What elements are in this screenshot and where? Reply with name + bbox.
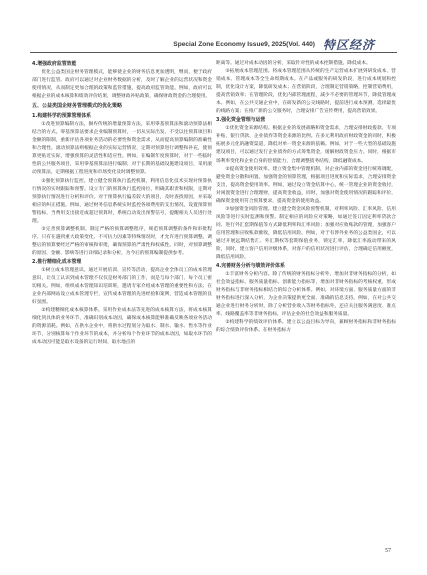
- header-divider: [30, 52, 397, 53]
- right-paragraph: ①丰富财务分析内容。除了传统的财务指标分析外，增加对非财务指标的分析，如社会效益指标、服务质量指标、创新能力指标等，增加对非财务指标的考核权重，形成财务指标与非财务指标相结合的综合分析体系。例如，对环境方面、服务质量方面的非财务指标进行深入分析，为企业决策提供更全面、准确的信息支持。例如，在对公共交通企业进行财务分析时，除了分析营业收入等财务指标外，还应关注服务满意度、准点率、线路覆盖率等非财务指标，评估企业的社会效益和服务质量。: [216, 272, 396, 318]
- right-text-column: [216, 60, 396, 336]
- left-subheading: 4.增强政府监管效能: [32, 61, 77, 67]
- page-header: [0, 0, 427, 52]
- right-paragraph: ①优化资金来源结构。根据企业的发展战略和资金需求，合理安排财政拨款、专项补贴、银行贷款、企业债券等资金来源的比例。在多元利用政府财政资金的同时，积极拓展多元化的融资渠道，降低对单一资金来源的依赖。例如，对于一些大型的基础设施建设项目，可以通过发行企业债券的方式筹集资金，缓解财政资金压力。同时，根据市场利率变化和企业自身的偿债能力，合理调整债务结构，降低融资成本。: [216, 126, 396, 164]
- left-paragraph: ③完善预算调整机制。制定严格的预算调整程序，规范预算调整的条件和审批程序。只有在遇到重大政策变化、不可抗力因素等特殊情况时，才允许进行预算调整。调整后的预算要经过严格的审核和审批，确保预算的严肃性和权威性。同时，对预算调整的原因、金额、影响等进行详细记录和分析，为今后的预算编制提供参考。: [32, 226, 212, 256]
- right-paragraph: 距离等。通过对成本动因的分析，采取针对性的成本控制措施，降低成本。: [216, 61, 371, 66]
- right-subheading: 4.完善财务分析与绩效评价体系: [216, 263, 285, 270]
- left-paragraph: 优化公益类国企财务管理模式，能够使企业的财务信息更加透明，继而，便于政府部门进行监管。政府可以通过对企业财务数据的分析，及时了解企业的运营状况和资金使用情况，从而制定更加合理的政策和监管措施，提高政府监管效能。例如，政府可以根据企业的成本核算和绩效评价结果，调整财政补贴政策，确保财政资金的合理使用。: [32, 70, 212, 100]
- left-section-heading: 五、公益类国企财务管理模式的优化策略: [32, 103, 123, 110]
- left-subheading: 2.推行精细化成本管理: [32, 258, 82, 265]
- journal-issue-label: Special Zone Economy Issue9, 2025(Vol. 440): [173, 41, 315, 48]
- right-paragraph: ②提高资金使用效率。建立资金集中管理机制，对企业内部的资金进行统筹调配，避免资金分散和闲置。加强资金的预算管理，根据项目进度和实际需求，合理安排资金支出，提高资金使用效率。例如，通过设立资金结算中心，统一管理企业的资金收付，对闲置资金进行合理理财，提高资金收益。同时，加强对资金使用情况的跟踪和评价，确保资金使用符合预算要求，提高资金的使用效益。: [216, 166, 396, 204]
- journal-logo: 特区经济: [323, 38, 376, 52]
- left-paragraph: ②强化预算执行监控。建立健全预算执行监控机制，利用信息化技术实现对预算执行情况的实时跟踪和预警。设立专门的预算执行监控岗位，明确其职责和权限，定期对预算执行情况进行分析和评价。对于预算执行偏差较大的项目，及时查找原因，并采取相应的纠正措施。例如，通过财务信息系统实时监控各项费用的支出情况，设置预算预警指标，当费用支出接近或超过预算时，系统自动发出预警信号，提醒相关人员进行处理。: [32, 178, 212, 224]
- right-subheading: 3.强化资金管理与运营: [216, 117, 266, 124]
- left-subheading: 1.构建科学的预算管理体系: [32, 113, 92, 120]
- right-paragraph: ③拓展成本管理范围。将成本管理范围从传统的生产运营成本扩展到研发成本、营销成本、管理成本等全生命周期成本。在产品或服务的研发阶段，进行成本规划和控制，优化设计方案，降低研发成本；在营销阶段，合理制定营销策略，控制营销费用，提高营销效率；在管理阶段，优化内部管理流程，减少不必要的管理环节，降低管理成本。例如，在公共交通企业中，在研发新的公交线路时，提前进行成本预测，选择最优的线路方案；在推广新的公交服务时，合理安排广告宣传费用，提高营销效果。: [216, 69, 396, 115]
- left-text-column: [32, 60, 212, 347]
- page-number: 57: [385, 548, 391, 554]
- left-paragraph: ①改进预算编制方法，摒弃传统的增量预算方法，采用零基预算法和滚动预算法相结合的方式。零基预算法要求企业编制预算时，一切从实际出发，不受以往预算项目和金额的限制，重新评估各项业务活动的必要性和资金需求，从而提高预算编制的准确性和合理性。滚动预算法则根据企业的实际运营情况，定期对预算进行调整和补充，使预算更贴近实际，增强预算的灵活性和适应性。例如，在编制年度预算时，对于一些临时性的公共服务项目，采用零基预算法进行编制；对于长期的基础设施建设项目，采用滚动预算法，定期根据工程进度和市场变化及时调整预算。: [32, 122, 212, 176]
- right-paragraph: ②构建科学的绩效评价体系。建立以公益目标为导向，兼顾财务指标和非财务指标的综合绩效评价体系。在财务指标方: [216, 320, 396, 334]
- right-paragraph: ③加强资金风险管理。建立健全资金风险预警机制，对利率风险、汇率风险、信用风险等进行实时监测和预警。制定相应的风险应对策略，如通过签订固定利率贷款合同、进行外汇套期保值等方式降低利率和汇率风险；加强对应收账款的管理，加强客户信用管理和应收账款催收，降低信用风险。例如，对于有涉外业务的公益类国企，可以通过开展远期结售汇、外汇期权等套期保值业务，锁定汇率，降低汇率波动带来的风险，同时，建立客户信用评级体系，对客户的信用状况进行评估，合理确定信用额度，降低信用风险。: [216, 206, 396, 261]
- left-paragraph: ①树立成本管理意识。通过开展培训、宣传等活动，提高企业全体员工的成本管理意识，让员工认识到成本管理不仅仅是财务部门的工作，而是与每个部门、每个员工密切相关。例如，组织成本管理知识培训班，邀请专家介绍成本管理的重要性和方法；在企业内部网站设立成本管理专栏，宣传成本管理的先进经验和案例，营造成本管理的良好氛围。: [32, 267, 212, 306]
- left-paragraph: ②构建精细化成本核算体系。采用作业成本法等先进的成本核算方法，将成本核算细化到具体的业务环节，准确识别成本动因，确保成本核算能够准确反映各项业务活动的资源消耗。例如，在供水企业中，将供水过程划分为取水、制水、输水、售水等作业环节，分别核算每个作业环节的成本，并分析每个作业环节的成本动因，如取水环节的成本动因可能是取水设备的运行时间、取水地点的: [32, 308, 212, 346]
